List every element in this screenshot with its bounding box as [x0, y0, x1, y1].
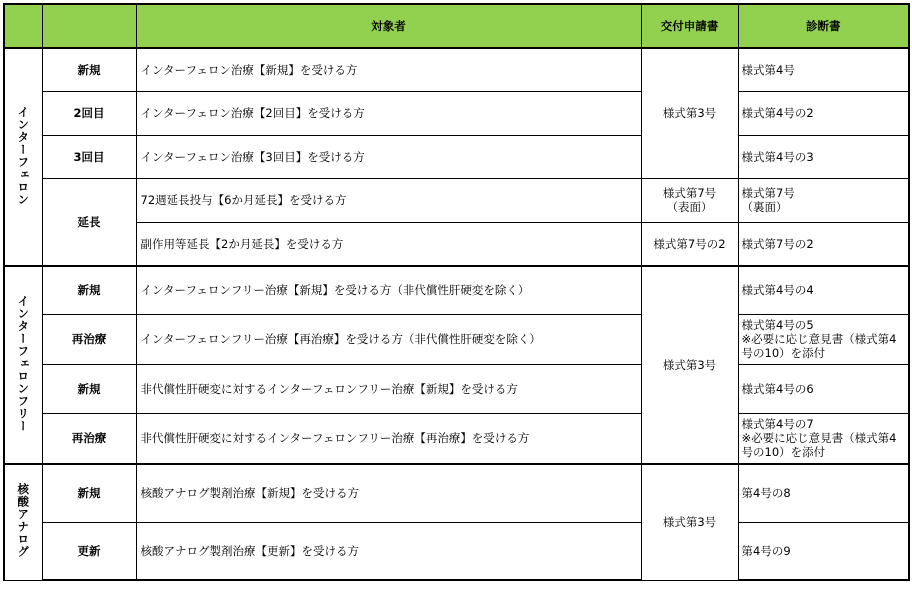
form-cell: 様式第7号の2: [641, 222, 738, 266]
header-corner: [4, 4, 42, 48]
sub-label: 新規: [42, 266, 136, 314]
target-text: 核酸アナログ製剤治療【新規】を受ける方: [136, 464, 641, 522]
form-cell: 様式第3号: [641, 48, 738, 178]
table-row: [4, 48, 909, 91]
diagnosis-line: 号の10）を添付: [741, 346, 826, 360]
sub-label: 新規: [42, 464, 136, 522]
target-text: インターフェロンフリー治療【新規】を受ける方（非代償性肝硬変を除く）: [136, 266, 641, 314]
table-row: [4, 314, 909, 364]
target-text: インターフェロン治療【2回目】を受ける方: [136, 91, 641, 135]
target-text: 非代償性肝硬変に対するインターフェロンフリー治療【新規】を受ける方: [136, 364, 641, 413]
header-row: [4, 4, 909, 48]
diagnosis-cell: 第4号の9: [738, 522, 909, 580]
table-row: [4, 464, 909, 522]
category-nucleoside-analog: 核酸アナログ: [4, 464, 42, 580]
header-diagnosis: 診断書: [738, 4, 909, 48]
diagnosis-line: ※必要に応じ意見書（様式第4: [741, 332, 897, 346]
target-text: インターフェロン治療【3回目】を受ける方: [136, 135, 641, 178]
sub-label: 2回目: [42, 91, 136, 135]
table-row: [4, 135, 909, 178]
form-cell: [641, 178, 738, 222]
table-row: [4, 266, 909, 314]
target-text: 核酸アナログ製剤治療【更新】を受ける方: [136, 522, 641, 580]
table-row: [4, 91, 909, 135]
diagnosis-cell: [738, 314, 909, 364]
diagnosis-line: （裏面）: [741, 200, 788, 214]
target-text: インターフェロンフリー治療【再治療】を受ける方（非代償性肝硬変を除く）: [136, 314, 641, 364]
header-sub: [42, 4, 136, 48]
sub-label: 再治療: [42, 413, 136, 464]
form-line: （表面）: [666, 200, 713, 214]
table-row: [4, 222, 909, 266]
diagnosis-line: 号の10）を添付: [741, 445, 826, 460]
diagnosis-cell: 様式第4号の3: [738, 135, 909, 178]
target-text: インターフェロン治療【新規】を受ける方: [136, 48, 641, 91]
diagnosis-cell: 様式第4号の2: [738, 91, 909, 135]
sub-label: 新規: [42, 364, 136, 413]
sub-label: 新規: [42, 48, 136, 91]
category-interferon: インターフェロン: [4, 48, 42, 266]
form-line: 様式第7号: [662, 186, 717, 200]
table-row: [4, 522, 909, 580]
diagnosis-cell: 様式第7号の2: [738, 222, 909, 266]
diagnosis-cell: 第4号の8: [738, 464, 909, 522]
diagnosis-line: 様式第7号: [741, 186, 795, 200]
table-row: [4, 364, 909, 413]
sub-label: 3回目: [42, 135, 136, 178]
diagnosis-cell: [738, 178, 909, 222]
diagnosis-cell: 様式第4号の6: [738, 364, 909, 413]
sub-label: 延長: [42, 178, 136, 266]
table-row: [4, 413, 909, 464]
diagnosis-line: 様式第4号の5: [741, 318, 814, 332]
header-form: 交付申請書: [641, 4, 738, 48]
form-table: [3, 3, 910, 581]
diagnosis-cell: [738, 413, 909, 464]
diagnosis-cell: 様式第4号の4: [738, 266, 909, 314]
diagnosis-line: ※必要に応じ意見書（様式第4: [741, 431, 897, 446]
header-target: 対象者: [136, 4, 641, 48]
diagnosis-line: 様式第4号の7: [741, 417, 814, 432]
diagnosis-cell: 様式第4号: [738, 48, 909, 91]
target-text: 副作用等延長【2か月延長】を受ける方: [136, 222, 641, 266]
sub-label: 再治療: [42, 314, 136, 364]
form-cell: 様式第3号: [641, 464, 738, 580]
target-text: 72週延長投与【6か月延長】を受ける方: [136, 178, 641, 222]
table-row: [4, 178, 909, 222]
category-interferon-free: インターフェロンフリー: [4, 266, 42, 464]
sub-label: 更新: [42, 522, 136, 580]
target-text: 非代償性肝硬変に対するインターフェロンフリー治療【再治療】を受ける方: [136, 413, 641, 464]
form-cell: 様式第3号: [641, 266, 738, 464]
